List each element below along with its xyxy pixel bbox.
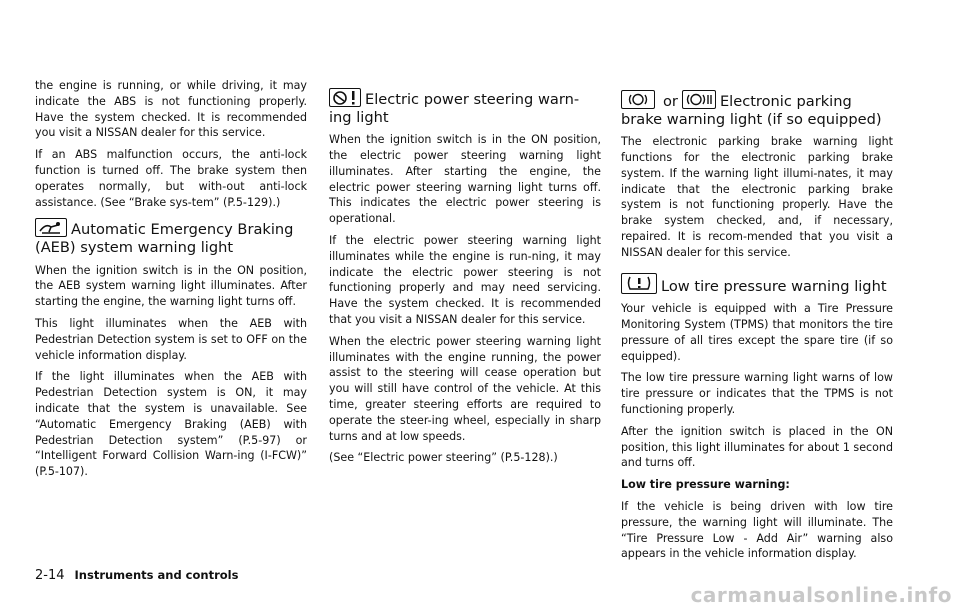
column-1 xyxy=(35,78,307,486)
page-number: 2-14 xyxy=(35,568,65,583)
paragraph: When the ignition switch is in the ON position, the electric power steering warning light illuminates. After starting the engine, the electric power steering warning light turns off. This indicates the electric power steering is operational. xyxy=(329,133,601,226)
parking-brake-icon xyxy=(621,90,655,109)
watermark: carmanualsonline.info xyxy=(690,583,952,607)
section-title: Instruments and controls xyxy=(74,568,239,582)
paragraph: If an ABS malfunction occurs, the anti-lock function is turned off. The brake system then operates normally, but with-out anti-lock assistance. (See “Brake sys-tem” (P.5-129).) xyxy=(35,148,307,209)
aeb-heading: Automatic Emergency Braking (AEB) system warning light xyxy=(35,218,307,256)
paragraph: This light illuminates when the AEB with Pedestrian Detection system is set to OFF on the vehicle information display. xyxy=(35,316,307,362)
paragraph: (See “Electric power steering” (P.5-128).) xyxy=(329,451,558,465)
paragraph: Your vehicle is equipped with a Tire Pressure Monitoring System (TPMS) that monitors the tire pressure of all tires except the spare tire (if so equipped). xyxy=(621,302,893,363)
aeb-warning-icon xyxy=(35,218,67,237)
eps-heading: Electric power steering warn-ing light xyxy=(329,88,601,126)
paragraph: The electronic parking brake warning light functions for the electronic parking brake system. If the warning light illumi-nates, it may indicate that the electronic parking brake system is not functioning properly. Have the brake system checked, and, if necessary, repaired. It is recom-mended that you visit a NISSAN dealer for this service. xyxy=(621,135,893,259)
paragraph: When the electric power steering warning light illuminates with the engine running, the power assist to the steering will cease operation but you will still have control of the vehicle. At this time, greater steering efforts are required to operate the steer-ing wheel, especially in sharp turns and at low speeds. xyxy=(329,334,601,443)
paragraph: If the vehicle is being driven with low tire pressure, the warning light will illuminate. The “Tire Pressure Low - Add Air” warning also appears in the vehicle information display. xyxy=(621,499,893,561)
paragraph: The low tire pressure warning light warns of low tire pressure or indicates that the TPMS is not functioning properly. xyxy=(621,371,893,416)
column-2 xyxy=(329,78,601,472)
paragraph: When the ignition switch is in the ON position, the AEB system warning light illuminates. After starting the engine, the warning light turns off. xyxy=(35,263,307,309)
tire-heading: Low tire pressure warning light xyxy=(621,273,893,296)
subheading: Low tire pressure warning: xyxy=(621,478,790,492)
paragraph: After the ignition switch is placed in the ON position, this light illuminates for about 1 second and turns off. xyxy=(621,424,893,470)
epb-heading: or Electronic parking brake warning light (if so equipped) xyxy=(621,90,893,128)
paragraph: If the electric power steering warning light illuminates while the engine is run-ning, it may indicate the electric power steering is not functioning properly and may need servicing. Have the system checked. It is recommended that you visit a NISSAN dealer for this service. xyxy=(329,233,601,326)
tire-pressure-icon xyxy=(621,273,657,294)
steering-warning-icon xyxy=(329,88,361,107)
paragraph: If the light illuminates when the AEB with Pedestrian Detection system is ON, it may indicate that the system is unavailable. See “Automatic Emergency Braking (AEB) with Pedestrian Detection system” (P.5-97) or “Intelligent Forward Collision Warn-ing (I-FCW)” (P.5-107). xyxy=(35,370,307,479)
paragraph: the engine is running, or while driving, it may indicate the ABS is not functioning properly. Have the system checked. It is recommended you visit a NISSAN dealer for this service. xyxy=(35,79,307,140)
column-3 xyxy=(621,78,893,568)
page-footer xyxy=(35,568,238,583)
parking-brake-alt-icon xyxy=(682,90,716,109)
